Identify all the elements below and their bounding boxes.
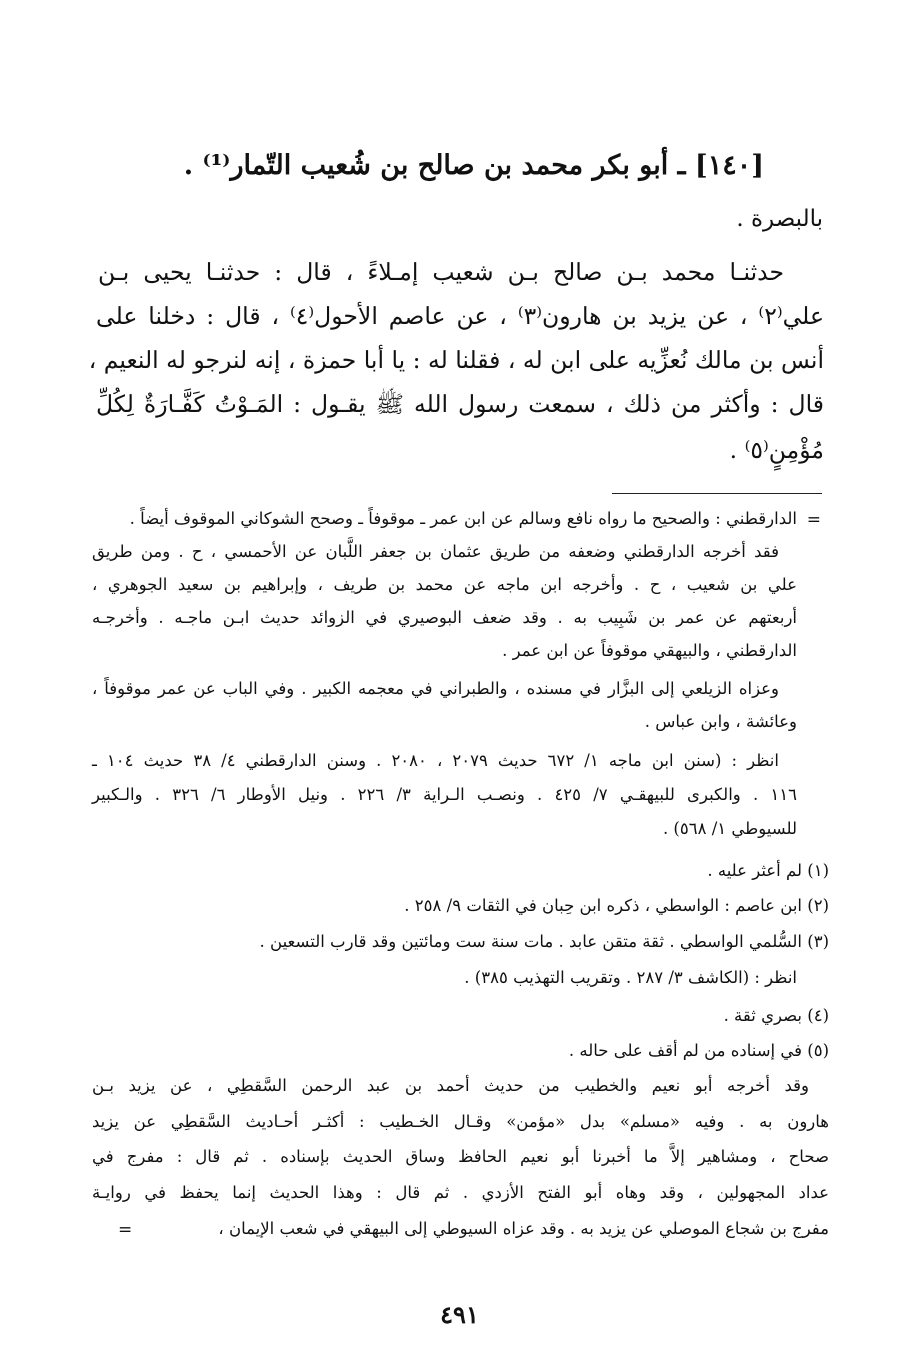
footnote-continuation-line: وعائشة ، وابن عباس . [644, 712, 797, 731]
footnote-5-body-line: وقد أخرجه أبو نعيم والخطيب من حديث أحمد بن عبد الرحمن السَّقطِي ، عن يزيد بـن [92, 1076, 809, 1095]
footnote-5-body-line: صحاح ، ومشاهير إلاَّ ما أخبرنا أبو نعيم الحافظ وساق الحديث بإسناده . ثم قال : مفرج في [92, 1147, 829, 1166]
footnote-5-body-line: عداد المجهولين ، وقد وهاه أبو الفتح الأزدي . ثم قال : وهذا الحديث إنما يحفظ في روايـة [92, 1183, 829, 1202]
entry-location: بالبصرة . [736, 206, 823, 232]
footnote-continuation-line: وعزاه الزيلعي إلى البزَّار في مسنده ، والطبراني في معجمه الكبير . وفي الباب عن عمر موقوفاً ، [92, 679, 779, 698]
continued-marker: = [806, 510, 821, 530]
continuation-marker: = [118, 1220, 133, 1240]
footnote-continuation-line: انظر : (سنن ابن ماجه ١/ ٦٧٢ حديث ٢٠٧٩ ، ٢٠٨٠ . وسنن الدارقطني ٤/ ٣٨ حديث ١٠٤ ـ [92, 751, 779, 770]
main-text-line: أنس بن مالك نُعزِّيه على ابن له ، فقلنا له : يا أبا حمزة ، إنه لنرجو له النعيم ، [88, 346, 824, 374]
main-text-line: قال : وأكثر من ذلك ، سمعت رسول الله ﷺ يقـول : المَـوْتُ كَفَّـارَةٌ لِكُلِّ [96, 390, 824, 418]
footnote-5-body-line: مفرج بن شجاع الموصلي عن يزيد به . وقد عزاه السيوطي إلى البيهقي في شعب الإيمان ، [218, 1219, 829, 1238]
footnote-3: (٣) السُّلمي الواسطي . ثقة متقن عابد . مات سنة ست ومائتين وقد قارب التسعين . [259, 932, 829, 951]
main-text-line: مُؤْمِنٍ⁽٥⁾ . [729, 436, 824, 464]
footnote-continuation-line: للسيوطي ١/ ٥٦٨) . [662, 819, 797, 838]
main-text-line: حدثنـا محمد بـن صالح بـن شعيب إمـلاءً ، قال : حدثنـا يحيى بـن [98, 258, 784, 286]
page-number: ٤٩١ [440, 1300, 479, 1329]
entry-heading: [١٤٠] ـ أبو بكر محمد بن صالح بن شُعيب التّمار⁽¹⁾ . [183, 150, 764, 181]
footnote-1: (١) لم أعثر عليه . [707, 861, 829, 880]
main-text-line: علي⁽٢⁾ ، عن يزيد بن هارون⁽٣⁾ ، عن عاصم الأحول⁽٤⁾ ، قال : دخلنا على [96, 302, 824, 330]
footnote-continuation-line: ١١٦ . والكبرى للبيهقـي ٧/ ٤٢٥ . ونصـب الـراية ٣/ ٢٢٦ . ونيل الأوطار ٦/ ٣٢٦ . والـكبير [92, 785, 797, 804]
footnote-continuation-line: أربعتهم عن عمر بن شَبِيب به . وقد ضعف البوصيري في الزوائد حديث ابـن ماجـه . وأخرجـه [92, 608, 797, 627]
footnote-5: (٥) في إسناده من لم أقف على حاله . [568, 1041, 829, 1060]
footnote-divider [612, 493, 822, 494]
footnote-5-body-line: هارون به . وفيه «مسلم» بدل «مؤمن» وقـال الخـطيب : أكثـر أحـاديث السَّقطِي عن يزيد [92, 1112, 829, 1131]
footnote-continuation-line: الدارقطني : والصحيح ما رواه نافع وسالم عن ابن عمر ـ موقوفاً ـ وصحح الشوكاني الموقوف أيضاً . [129, 509, 797, 528]
footnote-continuation-line: علي بن شعيب ، ح . وأخرجه ابن ماجه عن محمد بن طريف ، وإبراهيم بن سعيد الجوهري ، [92, 575, 797, 594]
footnote-continuation-line: الدارقطني ، والبيهقي موقوفاً عن ابن عمر . [502, 641, 797, 660]
footnote-3-reference: انظر : (الكاشف ٣/ ٢٨٧ . وتقريب التهذيب ٣٨٥) . [464, 968, 797, 987]
footnote-2: (٢) ابن عاصم : الواسطي ، ذكره ابن حِبان في الثقات ٩/ ٢٥٨ . [404, 896, 829, 915]
footnote-4: (٤) بصري ثقة . [723, 1006, 829, 1025]
footnote-continuation-line: فقد أخرجه الدارقطني وضعفه من طريق عثمان بن جعفر اللَّبان عن الأحمسي ، ح . ومن طريق [92, 542, 779, 561]
